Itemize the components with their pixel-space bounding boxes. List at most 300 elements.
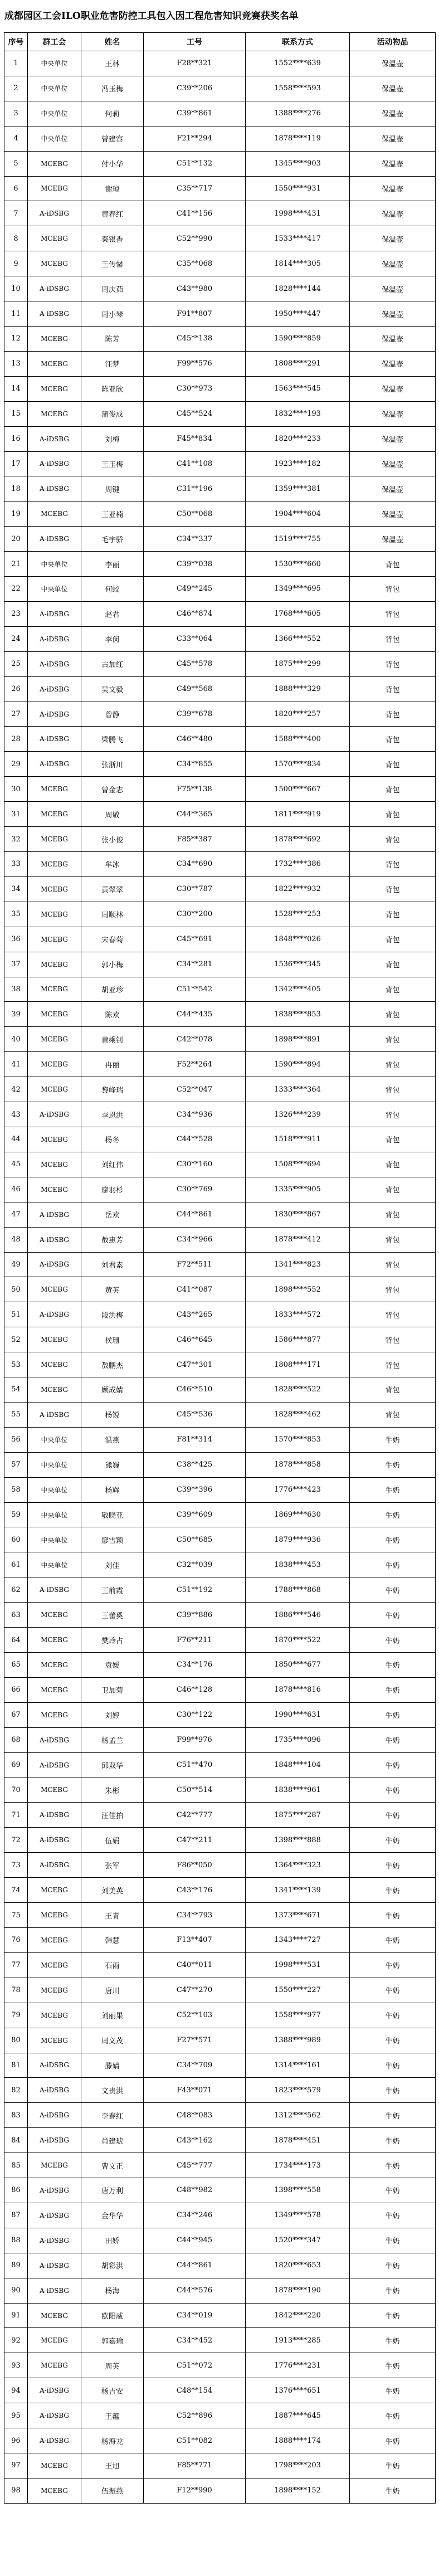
cell-union: A-iDSBG <box>28 1302 81 1327</box>
cell-name: 伍振燕 <box>81 2478 144 2503</box>
cell-union: MCEBG <box>28 876 81 902</box>
cell-contact: 1820****257 <box>246 702 350 727</box>
table-row <box>4 1452 436 1477</box>
cell-name: 杨冬 <box>81 1127 144 1152</box>
table-row <box>4 1227 436 1252</box>
cell-union: A-iDSBG <box>28 1577 81 1603</box>
cell-prize: 牛奶 <box>350 1878 436 1903</box>
cell-contact: 1822****932 <box>246 876 350 902</box>
table-row <box>4 1502 436 1527</box>
cell-union: 中央单位 <box>28 552 81 577</box>
cell-employee-id: C51**542 <box>144 977 246 1002</box>
cell-union: 中央单位 <box>28 1527 81 1552</box>
cell-employee-id: F75**138 <box>144 777 246 802</box>
table-row <box>4 2203 436 2228</box>
cell-union: A-iDSBG <box>28 702 81 727</box>
cell-contact: 1888****174 <box>246 2428 350 2453</box>
table-row <box>4 376 436 401</box>
cell-prize: 保温壶 <box>350 276 436 301</box>
cell-employee-id: C43**162 <box>144 2128 246 2153</box>
cell-employee-id: C44**576 <box>144 2278 246 2303</box>
cell-name: 敬晓亚 <box>81 1502 144 1527</box>
cell-index: 75 <box>4 1903 28 1928</box>
cell-name: 熊巍 <box>81 1452 144 1477</box>
cell-name: 曾金志 <box>81 777 144 802</box>
cell-contact: 1850****677 <box>246 1653 350 1678</box>
cell-employee-id: C39**609 <box>144 1502 246 1527</box>
cell-union: MCEBG <box>28 1377 81 1403</box>
cell-employee-id: C44**861 <box>144 1202 246 1227</box>
cell-employee-id: C39**861 <box>144 101 246 126</box>
cell-index: 63 <box>4 1603 28 1628</box>
cell-contact: 1326****239 <box>246 1102 350 1127</box>
cell-name: 付小华 <box>81 151 144 176</box>
cell-employee-id: F27**571 <box>144 2028 246 2053</box>
cell-union: MCEBG <box>28 1002 81 1027</box>
cell-employee-id: C45**691 <box>144 927 246 952</box>
cell-name: 周义茂 <box>81 2028 144 2053</box>
cell-name: 牟冰 <box>81 852 144 877</box>
cell-index: 56 <box>4 1427 28 1452</box>
cell-employee-id: C34**246 <box>144 2203 246 2228</box>
cell-employee-id: F91**807 <box>144 301 246 327</box>
cell-index: 66 <box>4 1677 28 1702</box>
cell-employee-id: C44**528 <box>144 1127 246 1152</box>
cell-index: 59 <box>4 1502 28 1527</box>
cell-employee-id: C51**132 <box>144 151 246 176</box>
cell-index: 47 <box>4 1202 28 1227</box>
cell-prize: 保温壶 <box>350 451 436 476</box>
table-row <box>4 51 436 76</box>
cell-contact: 1314****161 <box>246 2053 350 2078</box>
table-row <box>4 1402 436 1427</box>
cell-index: 24 <box>4 626 28 651</box>
cell-union: A-iDSBG <box>28 2228 81 2253</box>
cell-contact: 1586****877 <box>246 1327 350 1352</box>
cell-employee-id: C34**936 <box>144 1102 246 1127</box>
cell-contact: 1768****605 <box>246 601 350 626</box>
cell-union: MCEBG <box>28 2028 81 2053</box>
cell-union: MCEBG <box>28 1352 81 1377</box>
cell-name: 黄英 <box>81 1277 144 1302</box>
cell-index: 52 <box>4 1327 28 1352</box>
cell-name: 刘佳 <box>81 1552 144 1577</box>
cell-index: 78 <box>4 1978 28 2003</box>
cell-index: 60 <box>4 1527 28 1552</box>
table-row <box>4 1102 436 1127</box>
cell-prize: 背包 <box>350 1177 436 1202</box>
cell-contact: 1811****919 <box>246 802 350 827</box>
cell-name: 唐川 <box>81 1978 144 2003</box>
cell-contact: 1998****531 <box>246 1952 350 1978</box>
cell-contact: 1376****651 <box>246 2378 350 2403</box>
cell-name: 周顺林 <box>81 902 144 927</box>
cell-employee-id: F21**294 <box>144 126 246 151</box>
table-row <box>4 2053 436 2078</box>
cell-prize: 牛奶 <box>350 2403 436 2428</box>
cell-employee-id: C43**176 <box>144 1878 246 1903</box>
cell-union: 中央单位 <box>28 51 81 76</box>
cell-employee-id: C50**068 <box>144 501 246 527</box>
cell-name: 张小俊 <box>81 827 144 852</box>
cell-prize: 牛奶 <box>350 1677 436 1702</box>
cell-name: 刘婷 <box>81 1702 144 1727</box>
cell-index: 22 <box>4 577 28 602</box>
cell-name: 王林 <box>81 51 144 76</box>
cell-contact: 1570****834 <box>246 752 350 777</box>
cell-employee-id: C45**524 <box>144 401 246 426</box>
cell-contact: 1823****579 <box>246 2078 350 2103</box>
cell-union: MCEBG <box>28 952 81 977</box>
cell-contact: 1342****405 <box>246 977 350 1002</box>
cell-contact: 1878****451 <box>246 2128 350 2153</box>
cell-name: 何蛟 <box>81 577 144 602</box>
winners-table <box>4 32 436 2504</box>
cell-index: 57 <box>4 1452 28 1477</box>
table-row <box>4 2228 436 2253</box>
cell-employee-id: C30**787 <box>144 876 246 902</box>
cell-prize: 牛奶 <box>350 2253 436 2278</box>
cell-index: 81 <box>4 2053 28 2078</box>
cell-employee-id: C31**196 <box>144 476 246 501</box>
cell-union: 中央单位 <box>28 577 81 602</box>
cell-name: 周敬 <box>81 802 144 827</box>
cell-union: A-iDSBG <box>28 2378 81 2403</box>
table-row <box>4 401 436 426</box>
cell-prize: 背包 <box>350 676 436 702</box>
table-row <box>4 1077 436 1102</box>
cell-name: 胡彩洪 <box>81 2253 144 2278</box>
cell-prize: 背包 <box>350 1002 436 1027</box>
cell-employee-id: C40**011 <box>144 1952 246 1978</box>
cell-name: 曹文正 <box>81 2153 144 2178</box>
cell-contact: 1950****447 <box>246 301 350 327</box>
cell-index: 71 <box>4 1803 28 1828</box>
table-row <box>4 2303 436 2328</box>
table-row <box>4 777 436 802</box>
cell-union: MCEBG <box>28 376 81 401</box>
cell-employee-id: C39**396 <box>144 1477 246 1502</box>
cell-employee-id: C41**108 <box>144 451 246 476</box>
cell-union: MCEBG <box>28 2153 81 2178</box>
cell-name: 刘君素 <box>81 1252 144 1277</box>
cell-employee-id: C45**777 <box>144 2153 246 2178</box>
cell-contact: 1732****386 <box>246 852 350 877</box>
table-row <box>4 1653 436 1678</box>
cell-index: 70 <box>4 1778 28 1803</box>
cell-contact: 1842****220 <box>246 2303 350 2328</box>
cell-index: 89 <box>4 2253 28 2278</box>
cell-union: MCEBG <box>28 1903 81 1928</box>
table-row <box>4 702 436 727</box>
table-row <box>4 977 436 1002</box>
cell-prize: 背包 <box>350 977 436 1002</box>
cell-prize: 背包 <box>350 752 436 777</box>
cell-contact: 1518****911 <box>246 1127 350 1152</box>
cell-prize: 背包 <box>350 651 436 676</box>
cell-employee-id: C45**138 <box>144 326 246 351</box>
cell-contact: 1552****639 <box>246 51 350 76</box>
cell-contact: 1898****552 <box>246 1277 350 1302</box>
page-title: 成都园区工会ILO职业危害防控工具包入因工程危害知识竞赛获奖名单 <box>4 11 299 22</box>
cell-prize: 牛奶 <box>350 1828 436 1853</box>
cell-employee-id: C30**122 <box>144 1702 246 1727</box>
cell-prize: 背包 <box>350 1102 436 1127</box>
cell-prize: 牛奶 <box>350 1803 436 1828</box>
cell-contact: 1359****381 <box>246 476 350 501</box>
table-row <box>4 1327 436 1352</box>
cell-name: 杨吉安 <box>81 2378 144 2403</box>
cell-contact: 1878****858 <box>246 1452 350 1477</box>
table-row <box>4 626 436 651</box>
cell-employee-id: F76**211 <box>144 1628 246 1653</box>
cell-prize: 牛奶 <box>350 1502 436 1527</box>
cell-index: 87 <box>4 2203 28 2228</box>
cell-contact: 1870****522 <box>246 1628 350 1653</box>
cell-union: A-iDSBG <box>28 1252 81 1277</box>
cell-index: 21 <box>4 552 28 577</box>
cell-index: 94 <box>4 2378 28 2403</box>
cell-employee-id: C30**769 <box>144 1177 246 1202</box>
cell-employee-id: C46**510 <box>144 1377 246 1403</box>
cell-name: 秦银香 <box>81 226 144 251</box>
cell-name: 顾成婧 <box>81 1377 144 1403</box>
cell-employee-id: F81**314 <box>144 1427 246 1452</box>
cell-prize: 背包 <box>350 1302 436 1327</box>
table-row <box>4 1903 436 1928</box>
cell-contact: 1830****867 <box>246 1202 350 1227</box>
cell-name: 伍娟 <box>81 1828 144 1853</box>
cell-prize: 牛奶 <box>350 2153 436 2178</box>
cell-union: MCEBG <box>28 2303 81 2328</box>
cell-contact: 1878****119 <box>246 126 350 151</box>
cell-name: 宋春菊 <box>81 927 144 952</box>
cell-prize: 背包 <box>350 876 436 902</box>
header-prize: 活动物品 <box>350 33 436 51</box>
table-row <box>4 2128 436 2153</box>
cell-name: 古加红 <box>81 651 144 676</box>
cell-union: MCEBG <box>28 2328 81 2353</box>
cell-union: MCEBG <box>28 1653 81 1678</box>
cell-union: A-iDSBG <box>28 2128 81 2153</box>
cell-index: 23 <box>4 601 28 626</box>
cell-index: 40 <box>4 1027 28 1052</box>
cell-prize: 牛奶 <box>350 1702 436 1727</box>
table-row <box>4 2178 436 2203</box>
cell-index: 48 <box>4 1227 28 1252</box>
header-union: 群工会 <box>28 33 81 51</box>
cell-prize: 背包 <box>350 577 436 602</box>
cell-prize: 保温壶 <box>350 101 436 126</box>
cell-union: MCEBG <box>28 927 81 952</box>
cell-name: 王青 <box>81 1903 144 1928</box>
cell-contact: 1898****891 <box>246 1027 350 1052</box>
table-row <box>4 927 436 952</box>
cell-prize: 保温壶 <box>350 201 436 226</box>
cell-employee-id: C43**980 <box>144 276 246 301</box>
cell-employee-id: C48**083 <box>144 2103 246 2128</box>
cell-employee-id: C48**982 <box>144 2178 246 2203</box>
table-row <box>4 1152 436 1177</box>
table-row <box>4 2453 436 2478</box>
cell-employee-id: C34**966 <box>144 1227 246 1252</box>
cell-index: 2 <box>4 76 28 101</box>
cell-contact: 1528****253 <box>246 902 350 927</box>
cell-union: MCEBG <box>28 1152 81 1177</box>
cell-index: 11 <box>4 301 28 327</box>
cell-employee-id: C34**176 <box>144 1653 246 1678</box>
cell-contact: 1998****431 <box>246 201 350 226</box>
cell-employee-id: C34**709 <box>144 2053 246 2078</box>
cell-prize: 背包 <box>350 626 436 651</box>
table-row <box>4 727 436 752</box>
cell-contact: 1563****545 <box>246 376 350 401</box>
cell-contact: 1570****853 <box>246 1427 350 1452</box>
cell-name: 张军 <box>81 1853 144 1878</box>
cell-contact: 1558****977 <box>246 2003 350 2028</box>
cell-index: 90 <box>4 2278 28 2303</box>
table-row <box>4 1252 436 1277</box>
table-row <box>4 1177 436 1202</box>
cell-prize: 背包 <box>350 1252 436 1277</box>
cell-employee-id: F43**071 <box>144 2078 246 2103</box>
cell-index: 93 <box>4 2353 28 2378</box>
cell-contact: 1520****347 <box>246 2228 350 2253</box>
header-contact: 联系方式 <box>246 33 350 51</box>
cell-employee-id: C43**265 <box>144 1302 246 1327</box>
table-row <box>4 577 436 602</box>
cell-union: MCEBG <box>28 1778 81 1803</box>
cell-contact: 1341****139 <box>246 1878 350 1903</box>
table-row <box>4 176 436 201</box>
cell-prize: 牛奶 <box>350 2178 436 2203</box>
cell-union: 中央单位 <box>28 1552 81 1577</box>
cell-contact: 1508****694 <box>246 1152 350 1177</box>
cell-index: 82 <box>4 2078 28 2103</box>
table-row <box>4 676 436 702</box>
table-row <box>4 651 436 676</box>
cell-employee-id: F99**576 <box>144 351 246 376</box>
cell-name: 肖建琥 <box>81 2128 144 2153</box>
cell-employee-id: C46**128 <box>144 1677 246 1702</box>
cell-index: 45 <box>4 1152 28 1177</box>
header-index: 序号 <box>4 33 28 51</box>
cell-contact: 1990****631 <box>246 1702 350 1727</box>
cell-name: 谢琼 <box>81 176 144 201</box>
cell-index: 28 <box>4 727 28 752</box>
cell-index: 62 <box>4 1577 28 1603</box>
table-row <box>4 1377 436 1403</box>
cell-contact: 1833****572 <box>246 1302 350 1327</box>
cell-index: 95 <box>4 2403 28 2428</box>
cell-index: 72 <box>4 1828 28 1853</box>
cell-index: 29 <box>4 752 28 777</box>
cell-prize: 保温壶 <box>350 126 436 151</box>
cell-index: 19 <box>4 501 28 527</box>
table-row <box>4 1702 436 1727</box>
cell-employee-id: C33**064 <box>144 626 246 651</box>
cell-prize: 背包 <box>350 702 436 727</box>
cell-union: A-iDSBG <box>28 2078 81 2103</box>
cell-name: 王蕴 <box>81 2403 144 2428</box>
cell-employee-id: C44**945 <box>144 2228 246 2253</box>
cell-index: 16 <box>4 426 28 451</box>
cell-name: 郭嘉瑜 <box>81 2328 144 2353</box>
cell-name: 吴文毅 <box>81 676 144 702</box>
cell-prize: 牛奶 <box>350 1778 436 1803</box>
cell-union: A-iDSBG <box>28 451 81 476</box>
table-row <box>4 601 436 626</box>
cell-prize: 背包 <box>350 1027 436 1052</box>
cell-prize: 背包 <box>350 777 436 802</box>
cell-employee-id: C35**717 <box>144 176 246 201</box>
table-body <box>4 51 436 2504</box>
cell-prize: 保温壶 <box>350 51 436 76</box>
cell-name: 赵君 <box>81 601 144 626</box>
cell-index: 36 <box>4 927 28 952</box>
table-row <box>4 451 436 476</box>
cell-prize: 牛奶 <box>350 2053 436 2078</box>
cell-union: MCEBG <box>28 501 81 527</box>
cell-index: 38 <box>4 977 28 1002</box>
cell-union: 中央单位 <box>28 1477 81 1502</box>
cell-union: A-iDSBG <box>28 1202 81 1227</box>
cell-employee-id: F45**834 <box>144 426 246 451</box>
cell-prize: 背包 <box>350 1152 436 1177</box>
table-row <box>4 1352 436 1377</box>
cell-index: 5 <box>4 151 28 176</box>
cell-index: 69 <box>4 1752 28 1778</box>
cell-contact: 1590****859 <box>246 326 350 351</box>
cell-employee-id: C51**470 <box>144 1752 246 1778</box>
table-row <box>4 827 436 852</box>
table-row <box>4 752 436 777</box>
cell-prize: 牛奶 <box>350 1527 436 1552</box>
cell-prize: 牛奶 <box>350 2428 436 2453</box>
cell-union: 中央单位 <box>28 1502 81 1527</box>
cell-prize: 牛奶 <box>350 2003 436 2028</box>
cell-index: 64 <box>4 1628 28 1653</box>
cell-prize: 背包 <box>350 601 436 626</box>
table-row <box>4 276 436 301</box>
cell-name: 温燕 <box>81 1427 144 1452</box>
cell-contact: 1533****417 <box>246 226 350 251</box>
cell-name: 郭小梅 <box>81 952 144 977</box>
cell-union: MCEBG <box>28 176 81 201</box>
cell-prize: 背包 <box>350 1352 436 1377</box>
cell-union: MCEBG <box>28 852 81 877</box>
cell-employee-id: C44**365 <box>144 802 246 827</box>
cell-contact: 1333****364 <box>246 1077 350 1102</box>
cell-index: 79 <box>4 2003 28 2028</box>
cell-prize: 牛奶 <box>350 1927 436 1952</box>
cell-contact: 1788****868 <box>246 1577 350 1603</box>
cell-employee-id: C32**039 <box>144 1552 246 1577</box>
cell-index: 14 <box>4 376 28 401</box>
cell-prize: 牛奶 <box>350 1427 436 1452</box>
cell-contact: 1878****190 <box>246 2278 350 2303</box>
cell-union: A-iDSBG <box>28 2403 81 2428</box>
cell-name: 唐万利 <box>81 2178 144 2203</box>
cell-name: 王传馨 <box>81 251 144 276</box>
table-row <box>4 1202 436 1227</box>
cell-prize: 保温壶 <box>350 151 436 176</box>
cell-index: 97 <box>4 2453 28 2478</box>
table-row <box>4 2353 436 2378</box>
cell-name: 韩慧 <box>81 1927 144 1952</box>
table-row <box>4 501 436 527</box>
cell-name: 滕婧 <box>81 2053 144 2078</box>
